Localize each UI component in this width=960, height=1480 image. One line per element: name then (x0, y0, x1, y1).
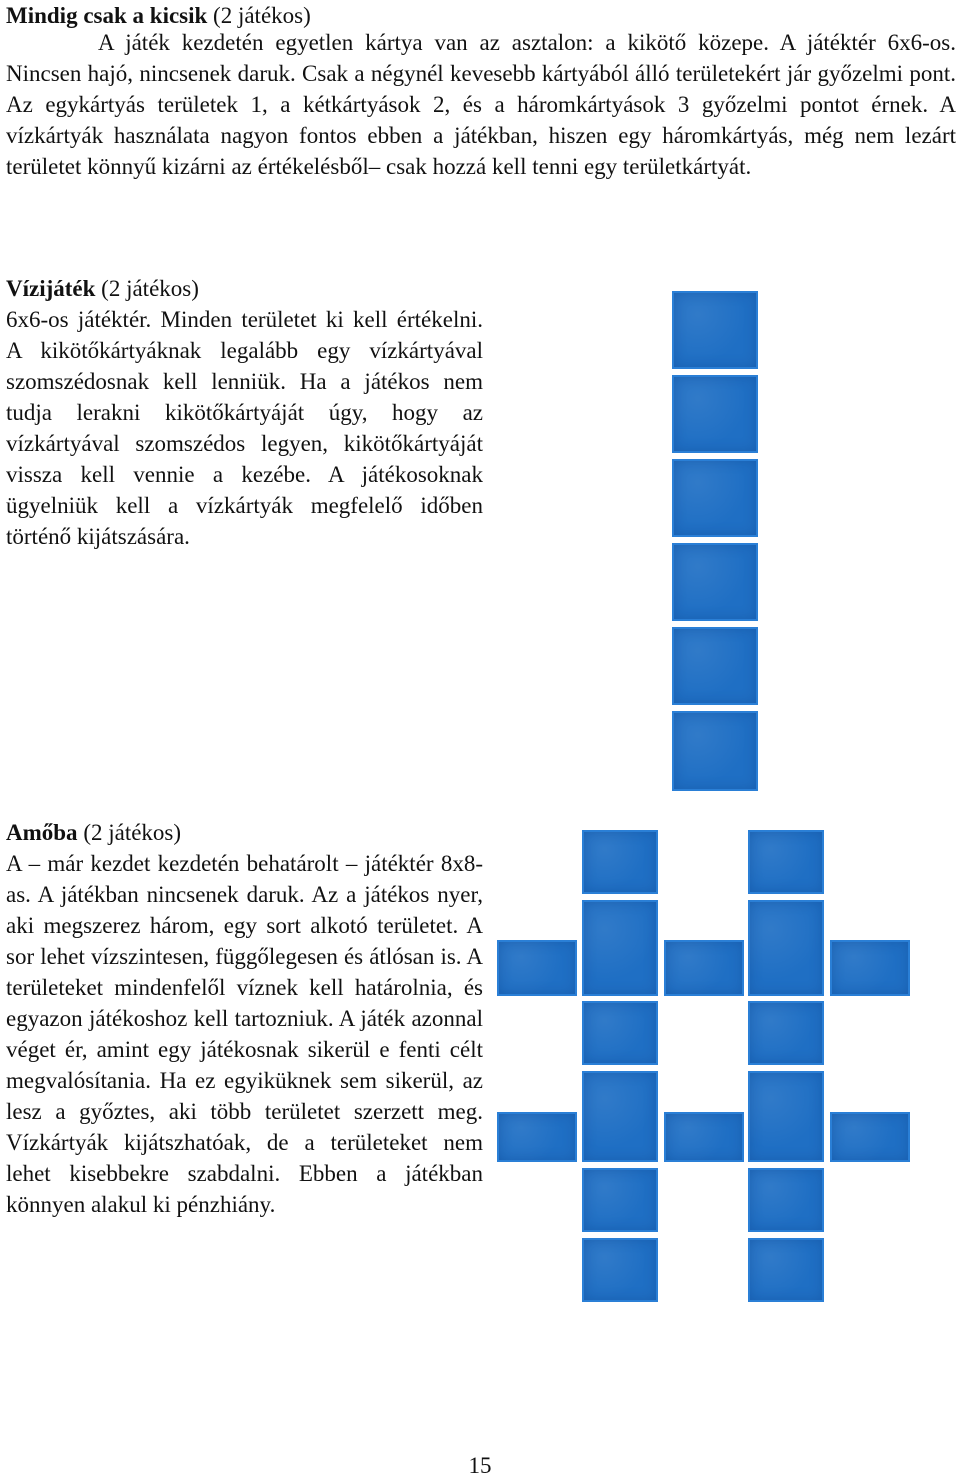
water-tile (664, 940, 744, 996)
section-title-mindig-csak-a-kicsik: Mindig csak a kicsik (2 játékos) (6, 3, 311, 28)
water-tile (582, 1071, 658, 1162)
section-title-vizijatek: Vízijáték (2 játékos) (6, 276, 199, 301)
section-body-mindig-csak-a-kicsik: A játék kezdetén egyetlen kártya van az asztalon: a kikötő közepe. A játéktér 6x6-os. Nincsen hajó, nincsenek daruk. Csak a négynél kevesebb kártyából álló területekért jár győzelmi pont. Az egykártyás területek 1, a kétkártyások 2, és a háromkártyások 3 győzelmi pontot érnek. A vízkártyák használata nagyon fontos ebben a játékban, hiszen egy háromkártyás, még nem lezárt területet könnyű kizárni az értékelésből– csak hozzá kell tenni egy területkártyát. (6, 30, 956, 179)
water-tile (748, 830, 824, 894)
water-tile (672, 711, 758, 791)
water-tile (672, 291, 758, 369)
water-tile (830, 1112, 910, 1162)
water-tile (672, 627, 758, 705)
page-number: 15 (468, 1453, 492, 1478)
water-tile (582, 900, 658, 996)
section-title-amoba: Amőba (2 játékos) (6, 820, 182, 845)
section-body-vizijatek: 6x6-os játéktér. Minden területet ki kell értékelni. A kikötőkártyáknak legalább egy vízkártyával szomszédosnak kell lenniük. Ha a játékos nem tudja lerakni kikötőkártyáját úgy, hogy az vízkártyával szomszédos legyen, kikötőkártyáját vissza kell vennie a kezébe. A játékosoknak ügyelniük kell a vízkártyák megfelelő időben történő kijátszására. (6, 307, 483, 549)
section-body-amoba: A – már kezdet kezdetén behatárolt – játéktér 8x8-as. A játékban nincsenek daruk. Az a játékos nyer, aki megszerez három, egy sort alkotó területet. A sor lehet vízszintesen, függőlegesen és átlósan is. A területeket mindenfelől víznek kell határolnia, és egyazon játékoshoz kell tartozniuk. A játék azonnal véget ér, amint egy játékosnak sikerül e fenti célt megvalósítania. Ha ez egyiküknek sem sikerül, az lesz a győztes, aki több területet szerzett meg. Vízkártyák kijátszhatóak, de a területeket nem lehet kisebbekre szabdalni. Ebben a játékban könnyen alakul ki pénzhiány. (6, 851, 483, 1217)
water-tile (748, 1168, 824, 1232)
water-tile (672, 543, 758, 621)
water-tile (582, 1238, 658, 1302)
water-tile (672, 459, 758, 537)
water-tile (664, 1112, 744, 1162)
water-tile (582, 1168, 658, 1232)
water-tile (582, 1001, 658, 1065)
water-tile (582, 830, 658, 894)
water-tile (748, 1238, 824, 1302)
water-tile (748, 1071, 824, 1162)
water-tile (748, 1001, 824, 1065)
water-tile (672, 375, 758, 453)
water-tile (497, 940, 577, 996)
water-tile (497, 1112, 577, 1162)
water-tile (748, 900, 824, 996)
water-tile (830, 940, 910, 996)
